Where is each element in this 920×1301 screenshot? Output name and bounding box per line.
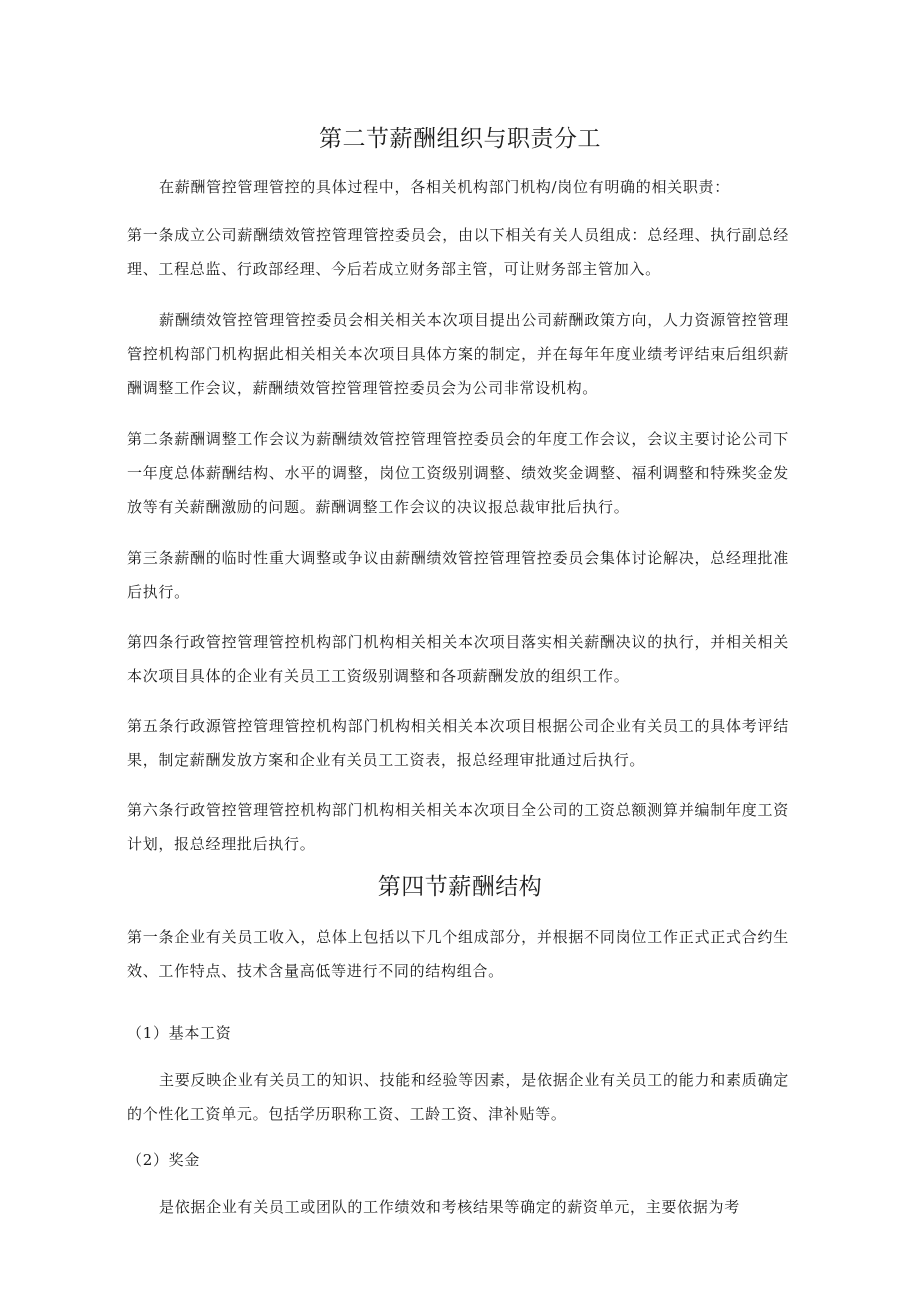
article-5: 第五条行政源管控管理管控机构部门机构相关相关本次项目根据公司企业有关员工的具体考评结果，制定薪酬发放方案和企业有关员工工资表，报总经理审批通过后执行。: [127, 717, 789, 769]
section-4-title: 第四节薪酬结构: [377, 874, 543, 900]
committee-paragraph: 薪酬绩效管控管理管控委员会相关相关本次项目提出公司薪酬政策方向，人力资源管控管理管控机构部门机构据此相关相关本次项目具体方案的制定，并在每年年度业绩考评结束后组织薪酬调整工作会议，薪酬绩效管控管理管控委员会为公司非常设机构。: [127, 311, 789, 397]
article-2: 第二条薪酬调整工作会议为薪酬绩效管控管理管控委员会的年度工作会议，会议主要讨论公司下一年度总体薪酬结构、水平的调整，岗位工资级别调整、绩效奖金调整、福利调整和特殊奖金发放等有关薪酬激励的问题。薪酬调整工作会议的决议报总裁审批后执行。: [127, 430, 789, 516]
item-1-text: 主要反映企业有关员工的知识、技能和经验等因素，是依据企业有关员工的能力和素质确定的个性化工资单元。包括学历职称工资、工龄工资、津补贴等。: [127, 1071, 789, 1123]
section-2-intro: 在薪酬管控管理管控的具体过程中，各相关机构部门机构/岗位有明确的相关职责：: [159, 178, 730, 196]
article-6: 第六条行政管控管理管控机构部门机构相关相关本次项目全公司的工资总额测算并编制年度工资计划，报总经理批后执行。: [127, 801, 789, 853]
article-1: 第一条成立公司薪酬绩效管控管理管控委员会，由以下相关有关人员组成：总经理、执行副总经理、工程总监、行政部经理、今后若成立财务部主管，可让财务部主管加入。: [127, 226, 789, 278]
article-3: 第三条薪酬的临时性重大调整或争议由薪酬绩效管控管理管控委员会集体讨论解决，总经理批准后执行。: [127, 549, 789, 601]
article-4: 第四条行政管控管理管控机构部门机构相关相关本次项目落实相关薪酬决议的执行，并相关相关本次项目具体的企业有关员工工资级别调整和各项薪酬发放的组织工作。: [127, 633, 789, 685]
item-2-text: 是依据企业有关员工或团队的工作绩效和考核结果等确定的薪资单元，主要依据为考: [159, 1198, 740, 1216]
item-1-title: （1）基本工资: [127, 1024, 232, 1042]
section-2-title: 第二节薪酬组织与职责分工: [319, 126, 601, 152]
item-2-title: （2）奖金: [127, 1151, 201, 1169]
section-4-article-1: 第一条企业有关员工收入，总体上包括以下几个组成部分，并根据不同岗位工作正式正式合约生效、工作特点、技术含量高低等进行不同的结构组合。: [127, 928, 789, 980]
